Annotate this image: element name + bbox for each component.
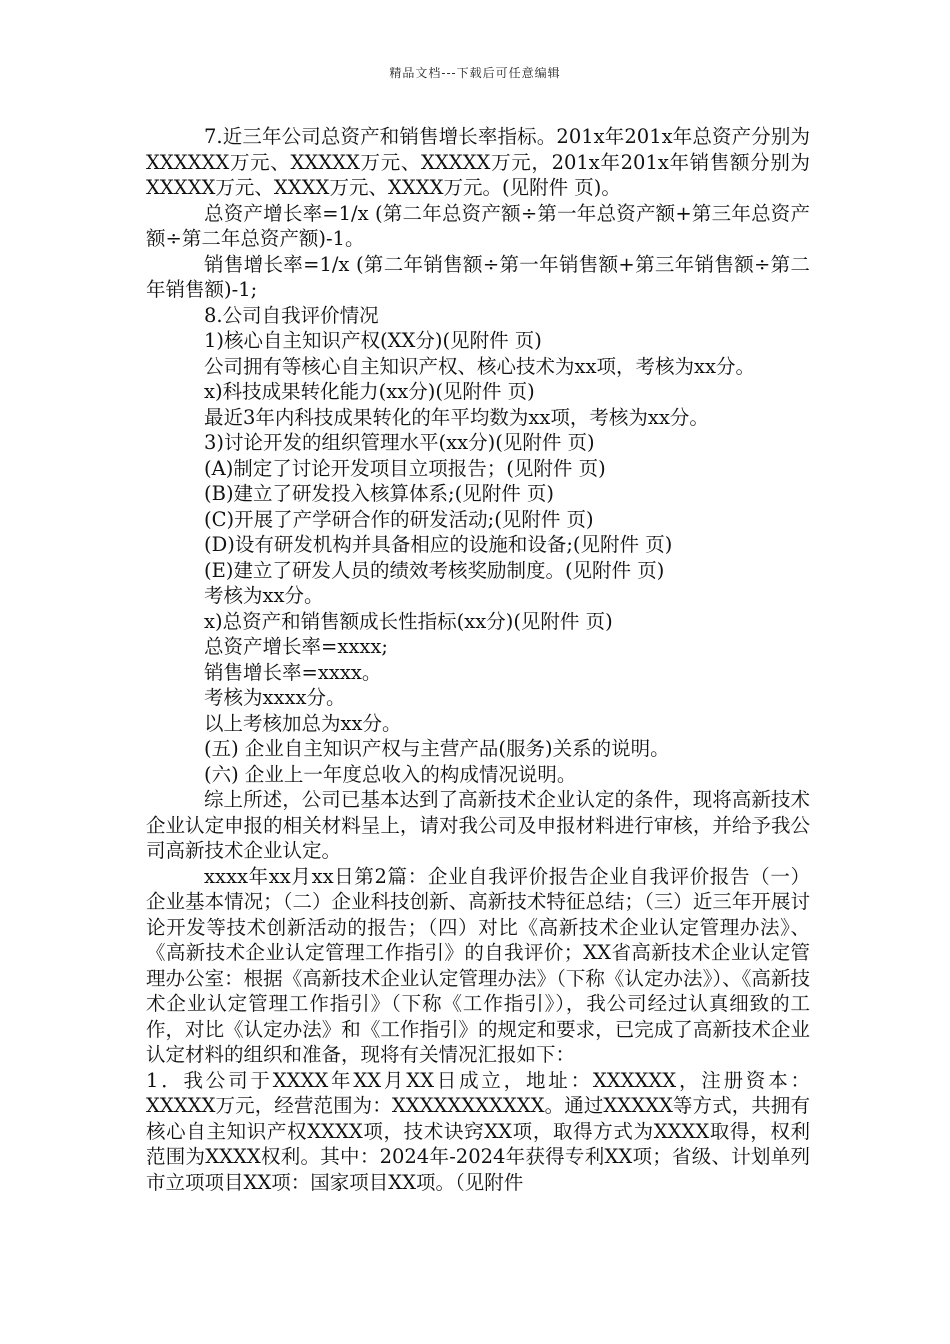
paragraph: 总资产增长率=1/x (第二年总资产额÷第一年总资产额+第三年总资产额÷第二年总资产额)-1。 [146, 201, 810, 250]
paragraph: (D)设有研发机构并具备相应的设施和设备;(见附件 页) [204, 533, 673, 556]
paragraph: 总资产增长率=xxxx; [204, 635, 388, 658]
paragraph: 考核为xx分。 [204, 584, 324, 607]
paragraph: 销售增长率=1/x (第二年销售额÷第一年销售额+第三年销售额÷第二年销售额)-1; [146, 252, 810, 301]
paragraph: 销售增长率=xxxx。 [204, 660, 382, 684]
paragraph: (A)制定了讨论开发项目立项报告；(见附件 页) [204, 456, 606, 480]
paragraph: 公司拥有等核心自主知识产权、核心技术为xx项，考核为xx分。 [204, 354, 755, 378]
paragraph: 综上所述，公司已基本达到了高新技术企业认定的条件，现将高新技术企业认定申报的相关材料呈上，请对我公司及申报材料进行审核，并给予我公司高新技术企业认定。 [146, 788, 810, 862]
paragraph: 考核为xxxx分。 [204, 686, 346, 709]
paragraph: (C)开展了产学研合作的研发活动;(见附件 页) [204, 507, 594, 531]
paragraph: 8.公司自我评价情况 [204, 303, 379, 327]
paragraph: 7.近三年公司总资产和销售增长率指标。201x年201x年总资产分别为XXXXXX万元、XXXXX万元、XXXXX万元，201x年201x年销售额分别为XXXXX万元、XXXX万元、XXXX万元。(见附件 页)。 [146, 125, 810, 199]
paragraph: 1．我公司于XXXX年XX月XX日成立，地址：XXXXXX，注册资本：XXXXX万元，经营范围为：XXXXXXXXXXX。通过XXXXX等方式，共拥有核心自主知识产权XXXX项，技术诀窍XX项，取得方式为XXXX取得，权利范围为XXXX权利。其中：2024年-2024年获得专利XX项；省级、计划单列市立项项目XX项：国家项目XX项。（见附件 [146, 1068, 810, 1194]
page-header: 精品文档---下载后可任意编辑 [389, 66, 561, 80]
paragraph: 1)核心自主知识产权(XX分)(见附件 页) [204, 329, 542, 352]
paragraph: (B)建立了研发投入核算体系;(见附件 页) [204, 482, 555, 505]
paragraph: 3)讨论开发的组织管理水平(xx分)(见附件 页) [204, 431, 595, 454]
paragraph: 最近3年内科技成果转化的年平均数为xx项，考核为xx分。 [204, 405, 709, 429]
paragraph: x)总资产和销售额成长性指标(xx分)(见附件 页) [204, 609, 613, 633]
paragraph: x)科技成果转化能力(xx分)(见附件 页) [204, 380, 535, 403]
document-body [146, 124, 810, 1195]
paragraph: 以上考核加总为xx分。 [204, 711, 402, 735]
paragraph: (五) 企业自主知识产权与主营产品(服务)关系的说明。 [204, 737, 670, 760]
paragraph: (E)建立了研发人员的绩效考核奖励制度。(见附件 页) [204, 558, 665, 582]
paragraph: (六) 企业上一年度总收入的构成情况说明。 [204, 762, 577, 786]
paragraph: xxxx年xx月xx日第2篇：企业自我评价报告企业自我评价报告（一）企业基本情况；（二）企业科技创新、高新技术特征总结；（三）近三年开展讨论开发等技术创新活动的报告；（四）对比《高新技术企业认定管理办法》、《高新技术企业认定管理工作指引》的自我评价；XX省高新技术企业认定管理办公室：根据《高新技术企业认定管理办法》（下称《认定办法》）、《高新技术企业认定管理工作指引》（下称《工作指引》），我公司经过认真细致的工作，对比《认定办法》和《工作指引》的规定和要求，已完成了高新技术企业认定材料的组织和准备，现将有关情况汇报如下： [146, 864, 810, 1066]
